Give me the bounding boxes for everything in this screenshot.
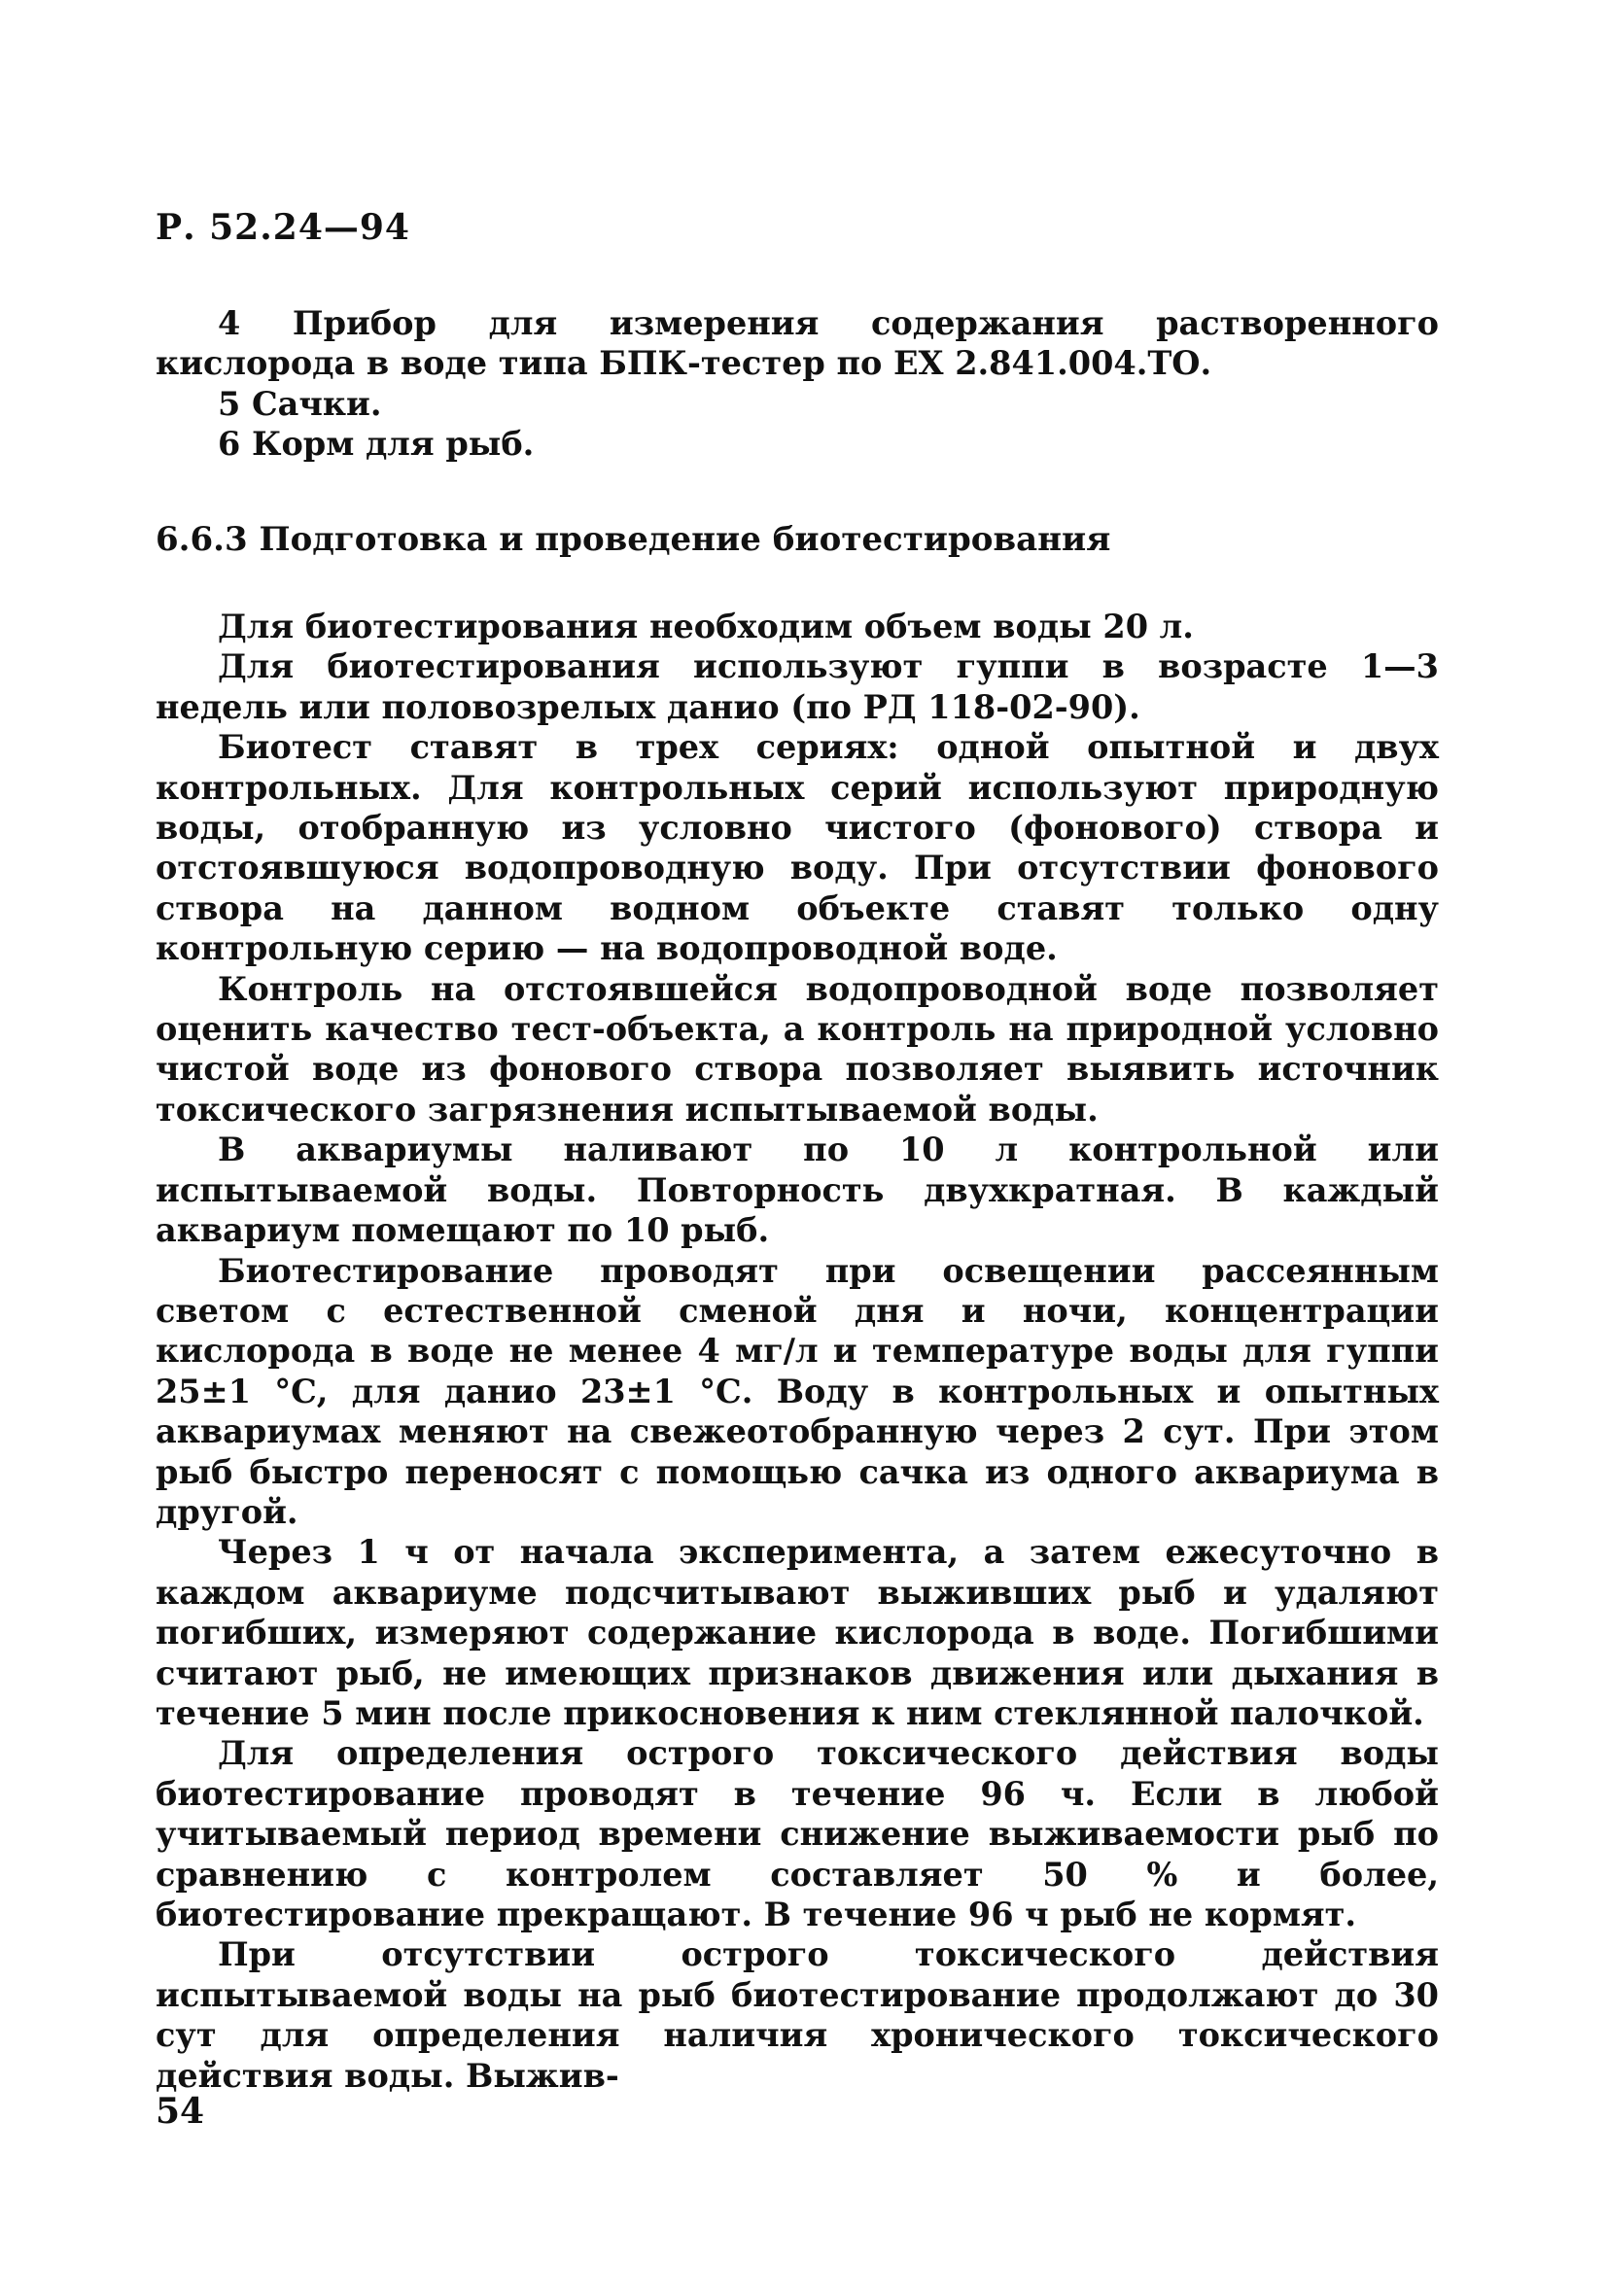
list-item: 6 Корм для рыб. <box>218 425 535 464</box>
paragraph: Контроль на отстоявшейся водопроводной воде позволяет оценить качество тест-объекта, а контроль на природной условно чистой воде из фонового створа позволяет выявить источник токсического загрязнения испытываемой воды. <box>156 969 1439 1129</box>
page-number: 54 <box>156 2091 205 2132</box>
paragraph: Для биотестирования используют гуппи в возрасте 1—3 недель или половозрелых данио (по РД 118-02-90). <box>156 647 1439 726</box>
paragraph: Для определения острого токсического действия воды биотестирование проводят в течение 96 ч. Если в любой учитываемый период времени снижение выживаемости рыб по сравнению с контролем составляет 50 % и более, биотестирование прекращают. В течение 96 ч рыб не кормят. <box>156 1734 1439 1933</box>
section-title: 6.6.3 Подготовка и проведение биотестирования <box>156 520 1111 559</box>
paragraph: При отсутствии острого токсического действия испытываемой воды на рыб биотестирование продолжают до 30 сут для определения наличия хронического токсического действия воды. Выжив- <box>156 1935 1439 2095</box>
document-code: Р. 52.24—94 <box>156 207 410 248</box>
paragraph: Через 1 ч от начала эксперимента, а затем ежесуточно в каждом аквариуме подсчитывают выживших рыб и удаляют погибших, измеряют содержание кислорода в воде. Погибшими считают рыб, не имеющих признаков движения или дыхания в течение 5 мин после прикосновения к ним стеклянной палочкой. <box>156 1533 1439 1732</box>
paragraph: Для биотестирования необходим объем воды 20 л. <box>218 608 1194 645</box>
list-item: 4 Прибор для измерения содержания растворенного кислорода в воде типа БПК-тестер по ЕХ 2.841.004.ТО. <box>156 304 1439 383</box>
section-body <box>156 607 1439 2096</box>
paragraph: В аквариумы наливают по 10 л контрольной или испытываемой воды. Повторность двухкратная. В каждый аквариум помещают по 10 рыб. <box>156 1131 1439 1250</box>
paragraph: Биотестирование проводят при освещении рассеянным светом с естественной сменой дня и ночи, концентрации кислорода в воде не менее 4 мг/л и температуре воды для гуппи 25±1 °С, для данио 23±1 °С. Воду в контрольных и опытных аквариумах меняют на свежеотобранную через 2 сут. При этом рыб быстро переносят с помощью сачка из одного аквариума в другой. <box>156 1251 1439 1531</box>
list-item: 5 Сачки. <box>218 384 382 423</box>
equipment-list <box>156 303 1439 465</box>
paragraph: Биотест ставят в трех сериях: одной опытной и двух контрольных. Для контрольных серий используют природную воды, отобранную из условно чистого (фонового) створа и отстоявшуюся водопроводную воду. При отсутствии фонового створа на данном водном объекте ставят только одну контрольную серию — на водопроводной воде. <box>156 728 1439 968</box>
